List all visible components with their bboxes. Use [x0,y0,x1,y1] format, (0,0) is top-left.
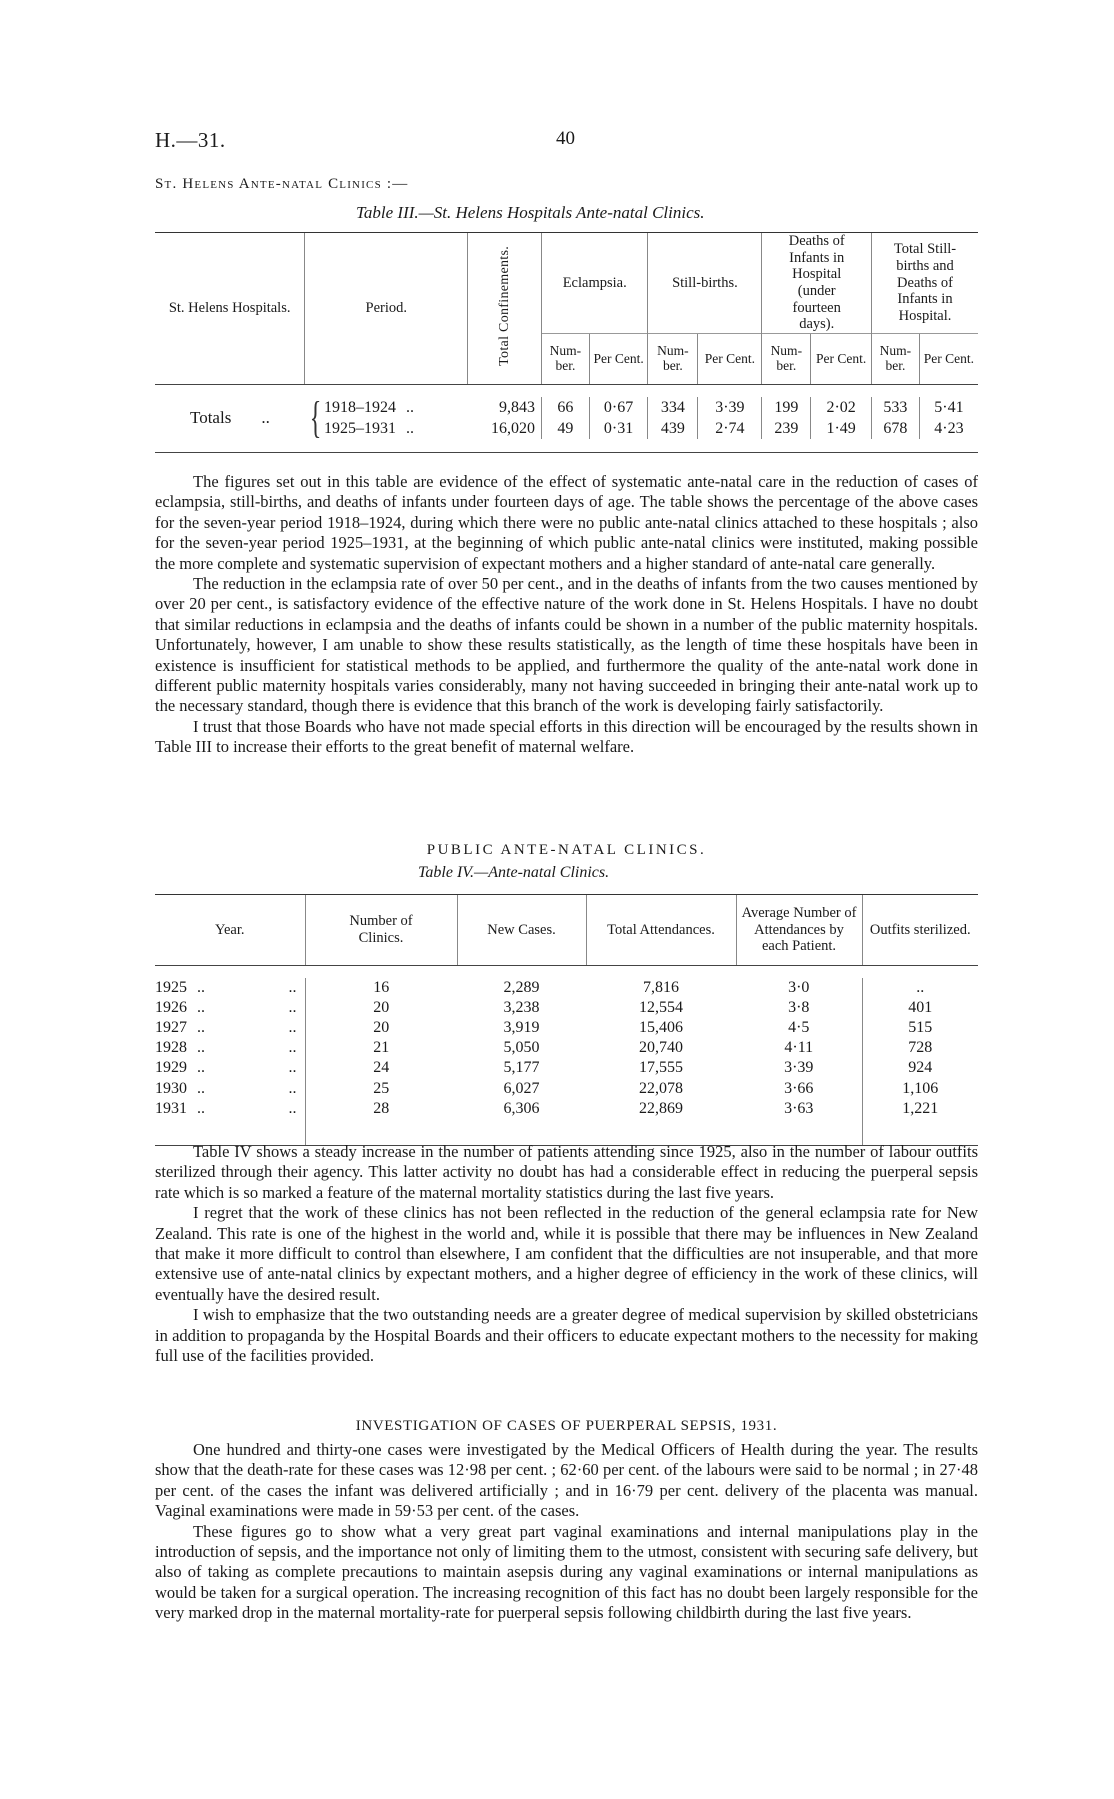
body-text-2 [155,1142,978,1366]
public-clinics-heading: PUBLIC ANTE-NATAL CLINICS. [426,842,707,858]
table3 [155,232,978,453]
sub-percent: Per Cent. [589,334,648,385]
body-text-3 [155,1440,978,1624]
col-stillbirths: Still-births. [648,233,762,334]
col-new-cases: New Cases. [457,895,586,966]
table4 [155,894,978,1146]
table-row: 1927 .. .. 20 3,919 15,406 4·5 515 [155,1018,978,1038]
col-outfits: Outfits sterilized. [862,895,978,966]
paragraph: One hundred and thirty-one cases were investigated by the Medical Officers of Health during the year. The results show that the death-rate for these cases was 12·98 per cent. ; 62·60 per cent. of the labours were said to be normal ; in 27·48 per cent. of the cases the infant was delivered artificially ; and in 16·79 per cent. delivery of the placenta was manual. Vaginal examinations were made in 59·53 per cent. of the cases. [155,1440,978,1521]
col-infant-deaths: Deaths of Infants in Hospital (under fourteen days). [762,233,872,334]
sub-number: Num- ber. [648,334,698,385]
col-clinics: Number of Clinics. [305,895,457,966]
table-row: Totals .. { 1918–1924 .. 1925–1931 .. 9,843 66 0·67 334 3·39 199 2·02 533 5·41 [155,397,978,418]
table-row: 1925 .. .. 16 2,289 7,816 3·0 .. [155,978,978,998]
page-reference: H.—31. [155,128,226,152]
table-row: 1926 .. .. 20 3,238 12,554 3·8 401 [155,998,978,1018]
sub-number: Num- ber. [542,334,590,385]
col-period: Period. [305,233,468,385]
period-cell: { 1918–1924 .. 1925–1931 .. [309,392,414,442]
paragraph: I wish to emphasize that the two outstanding needs are a greater degree of medical supervision by skilled obstetricians in addition to propaganda by the Hospital Boards and their officers to educate expectant mothers to the necessity for making full use of the facilities provided. [155,1305,978,1366]
paragraph: Table IV shows a steady increase in the number of patients attending since 1925, also in the number of labour outfits sterilized through their agency. This latter activity no doubt has had a considerable effect in reducing the puerperal sepsis rate which is so marked a feature of the maternal mortality statistics during the last five years. [155,1142,978,1202]
table3-caption: Table III.—St. Helens Hospitals Ante-natal Clinics. [356,203,705,222]
sub-percent: Per Cent. [698,334,762,385]
col-confinements: Total Confinements. [468,233,542,385]
table-row: 1930 .. .. 25 6,027 22,078 3·66 1,106 [155,1079,978,1099]
col-average: Average Number of Attendances by each Patient. [736,895,862,966]
col-total-attendances: Total Attendances. [586,895,736,966]
table4-caption: Table IV.—Ante-natal Clinics. [418,864,610,881]
paragraph: These figures go to show what a very great part vaginal examinations and internal manipulations play in the introduction of sepsis, and the importance not only of limiting them to the utmost, consistent with securing safe delivery, but also of taking as complete precautions to maintain asepsis during any vaginal examinations or internal manipulations as would be taken for a surgical operation. The increasing recognition of this fact has no doubt been largely responsible for the very marked drop in the maternal mortality-rate for puerperal sepsis following childbirth during the last five years. [155,1521,978,1623]
col-total-losses: Total Still-births and Deaths of Infants in Hospital. [872,233,978,334]
col-hospitals: St. Helens Hospitals. [155,233,305,385]
sepsis-heading: INVESTIGATION OF CASES OF PUERPERAL SEPSIS, 1931. [355,1418,778,1434]
sub-percent: Per Cent. [919,334,978,385]
table-row: 1928 .. .. 21 5,050 20,740 4·11 728 [155,1038,978,1058]
sub-percent: Per Cent. [811,334,872,385]
paragraph: The reduction in the eclampsia rate of over 50 per cent., and in the deaths of infants from the two causes mentioned by over 20 per cent., is satisfactory evidence of the effective nature of the work done in St. Helens Hospitals. I have no doubt that similar reductions in eclampsia and the deaths of infants could be shown in a number of the public maternity hospitals. Unfortunately, however, I am unable to show these results statistically, as the length of time these hospitals have been in existence is insufficient for statistical methods to be applied, and furthermore the quality of the ante-natal work done in different public maternity hospitals varies considerably, many not having succeeded in bringing their ante-natal work up to the necessary standard, though there is evidence that this branch of the work is developing fairly satisfactorily. [155,574,978,716]
table-row: 1929 .. .. 24 5,177 17,555 3·39 924 [155,1058,978,1078]
paragraph: The figures set out in this table are evidence of the effect of systematic ante-natal care in the reduction of cases of eclampsia, still-births, and deaths of infants under fourteen days of age. The table shows the percentage of the above cases for the seven-year period 1918–1924, during which there were no public ante-natal clinics attached to these hospitals ; also for the seven-year period 1925–1931, at the beginning of which public ante-natal clinics were instituted, making possible the more complete and systematic supervision of expectant mothers and a higher standard of ante-natal care generally. [155,472,978,573]
table-row: 16,020 49 0·31 439 2·74 239 1·49 678 4·23 [155,418,978,439]
body-text-1 [155,472,978,758]
sub-number: Num- ber. [762,334,811,385]
section-title: St. Helens Ante-natal Clinics :— [155,176,409,192]
col-year: Year. [155,895,305,966]
sub-number: Num- ber. [872,334,920,385]
row-label: Totals .. [190,408,270,428]
paragraph: I trust that those Boards who have not made special efforts in this direction will be encouraged by the results shown in Table III to increase their efforts to the great benefit of maternal welfare. [155,716,978,757]
paragraph: I regret that the work of these clinics has not been reflected in the reduction of the general eclampsia rate for New Zealand. This rate is one of the highest in the world and, while it is possible that there may be influences in New Zealand that make it more difficult to control than elsewhere, I am confident that the difficulties are not insuperable, and that more extensive use of ante-natal clinics by expectant mothers, and a higher degree of efficiency in the work of these clinics, will eventually have the desired result. [155,1203,978,1304]
brace-glyph: { [309,392,322,442]
page-number: 40 [556,128,575,149]
table-row: 1931 .. .. 28 6,306 22,869 3·63 1,221 [155,1099,978,1119]
col-eclampsia: Eclampsia. [542,233,648,334]
